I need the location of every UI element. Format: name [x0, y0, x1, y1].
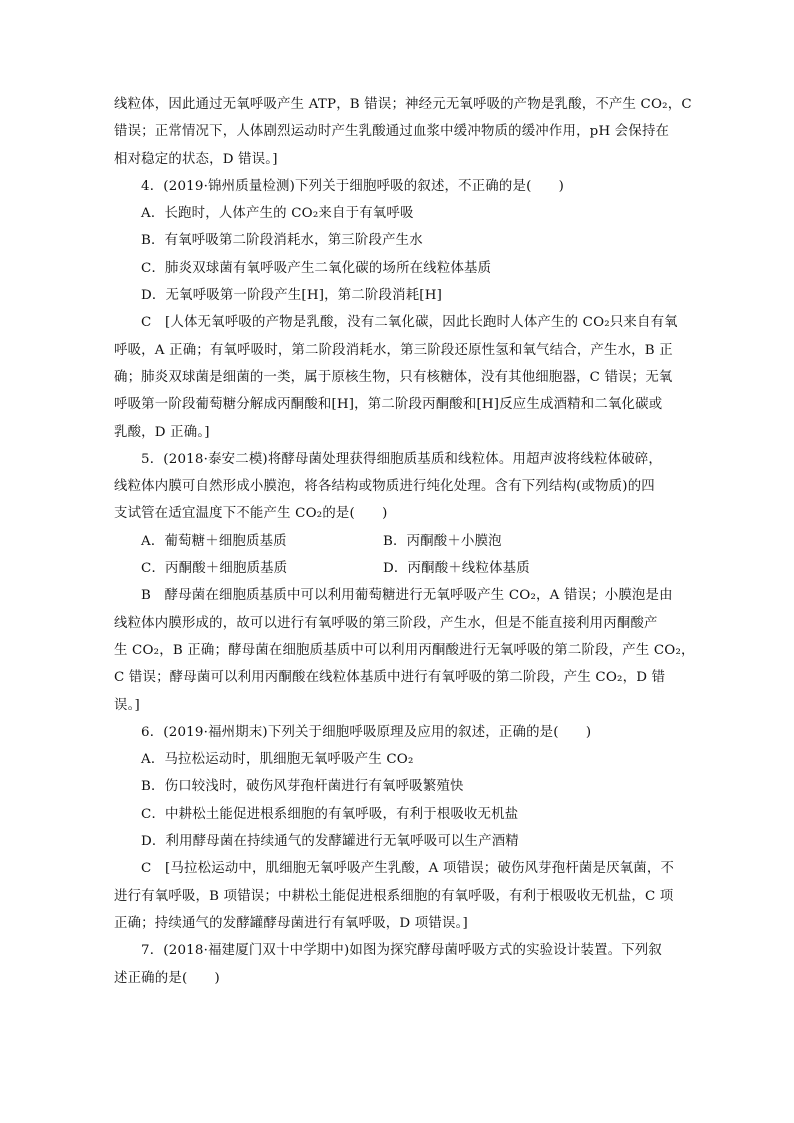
text-line: 线粒体内膜形成的，故可以进行有氧呼吸的第三阶段，产生水，但是不能直接利用丙酮酸产 — [114, 615, 658, 631]
text-line: 乳酸，D 正确。] — [114, 424, 210, 440]
document-page — [114, 91, 695, 992]
question-4-option-a: A．长跑时，人体产生的 CO₂来自于有氧呼吸 — [141, 206, 414, 222]
text-line: 述正确的是( ) — [114, 970, 220, 986]
question-6-option-c: C．中耕松土能促进根系细胞的有氧呼吸，有利于根吸收无机盐 — [141, 806, 519, 822]
question-5-option-a: A．葡萄糖＋细胞质基质 — [141, 533, 287, 549]
text-line: 呼吸，A 正确；有氧呼吸时，第二阶段消耗水，第三阶段还原性氢和氧气结合，产生水，B 正 — [114, 342, 673, 358]
question-5-answer: B 酵母菌在细胞质基质中可以利用葡萄糖进行无氧呼吸产生 CO₂，A 错误；小膜泡是由 — [141, 588, 673, 604]
question-5-options-row-2 — [114, 555, 682, 582]
text-line: 误。] — [114, 697, 140, 713]
question-5-stem: 5．(2018·泰安二模)将酵母菌处理获得细胞质基质和线粒体。用超声波将线粒体破碎， — [141, 451, 662, 467]
text-line: 生 CO₂，B 正确；酵母菌在细胞质基质中可以利用丙酮酸进行无氧呼吸的第二阶段，产生 CO₂， — [114, 642, 695, 658]
text-line: 支试管在适宜温度下不能产生 CO₂的是( ) — [114, 506, 388, 522]
question-7-stem: 7．(2018·福建厦门双十中学期中)如图为探究酵母菌呼吸方式的实验设计装置。下列叙 — [141, 943, 662, 959]
text-line: 进行有氧呼吸，B 项错误；中耕松土能促进根系细胞的有氧呼吸，有利于根吸收无机盐，C 项 — [114, 888, 674, 904]
question-6-stem: 6．(2019·福州期末)下列关于细胞呼吸原理及应用的叙述，正确的是( ) — [141, 724, 592, 740]
text-line: 正确；持续通气的发酵罐酵母菌进行有氧呼吸，D 项错误。] — [114, 915, 468, 931]
question-5-option-d: D．丙酮酸＋线粒体基质 — [383, 561, 530, 577]
question-5-option-c: C．丙酮酸＋细胞质基质 — [141, 561, 288, 577]
question-6-answer: C [马拉松运动中，肌细胞无氧呼吸产生乳酸，A 项错误；破伤风芽孢杆菌是厌氧菌，不 — [141, 861, 675, 877]
question-4-answer: C [人体无氧呼吸的产物是乳酸，没有二氧化碳，因此长跑时人体产生的 CO₂只来自有氧 — [141, 315, 678, 331]
text-line: 呼吸第一阶段葡萄糖分解成丙酮酸和[H]，第二阶段丙酮酸和[H]反应生成酒精和二氧化碳或 — [114, 397, 663, 413]
text-line: 线粒体，因此通过无氧呼吸产生 ATP，B 错误；神经元无氧呼吸的产物是乳酸，不产生 CO₂，C — [114, 97, 692, 112]
text-line: 错误；正常情况下，人体剧烈运动时产生乳酸通过血浆中缓冲物质的缓冲作用，pH 会保持在 — [114, 124, 670, 140]
question-6-option-d: D．利用酵母菌在持续通气的发酵罐进行无氧呼吸可以生产酒精 — [141, 834, 519, 850]
question-4-stem: 4．(2019·锦州质量检测)下列关于细胞呼吸的叙述，不正确的是( ) — [141, 178, 565, 194]
text-line: 相对稳定的状态，D 错误。] — [114, 151, 278, 167]
text-line: 确；肺炎双球菌是细菌的一类，属于原核生物，只有核糖体，没有其他细胞器，C 错误；无氧 — [114, 369, 673, 385]
question-4-option-d: D．无氧呼吸第一阶段产生[H]，第二阶段消耗[H] — [141, 288, 443, 304]
text-line: 线粒体内膜可自然形成小膜泡，将各结构或物质进行纯化处理。含有下列结构(或物质)的四 — [114, 479, 655, 495]
question-4-option-b: B．有氧呼吸第二阶段消耗水，第三阶段产生水 — [141, 233, 423, 249]
question-5-options-row-1 — [114, 528, 682, 555]
question-5-option-b: B．丙酮酸＋小膜泡 — [383, 533, 502, 549]
question-6-option-b: B．伤口较浅时，破伤风芽孢杆菌进行有氧呼吸繁殖快 — [141, 779, 464, 795]
text-line: C 错误；酵母菌可以利用丙酮酸在线粒体基质中进行有氧呼吸的第二阶段，产生 CO₂，D 错 — [114, 670, 666, 686]
question-4-option-c: C．肺炎双球菌有氧呼吸产生二氧化碳的场所在线粒体基质 — [141, 260, 492, 276]
question-6-option-a: A．马拉松运动时，肌细胞无氧呼吸产生 CO₂ — [141, 752, 414, 768]
